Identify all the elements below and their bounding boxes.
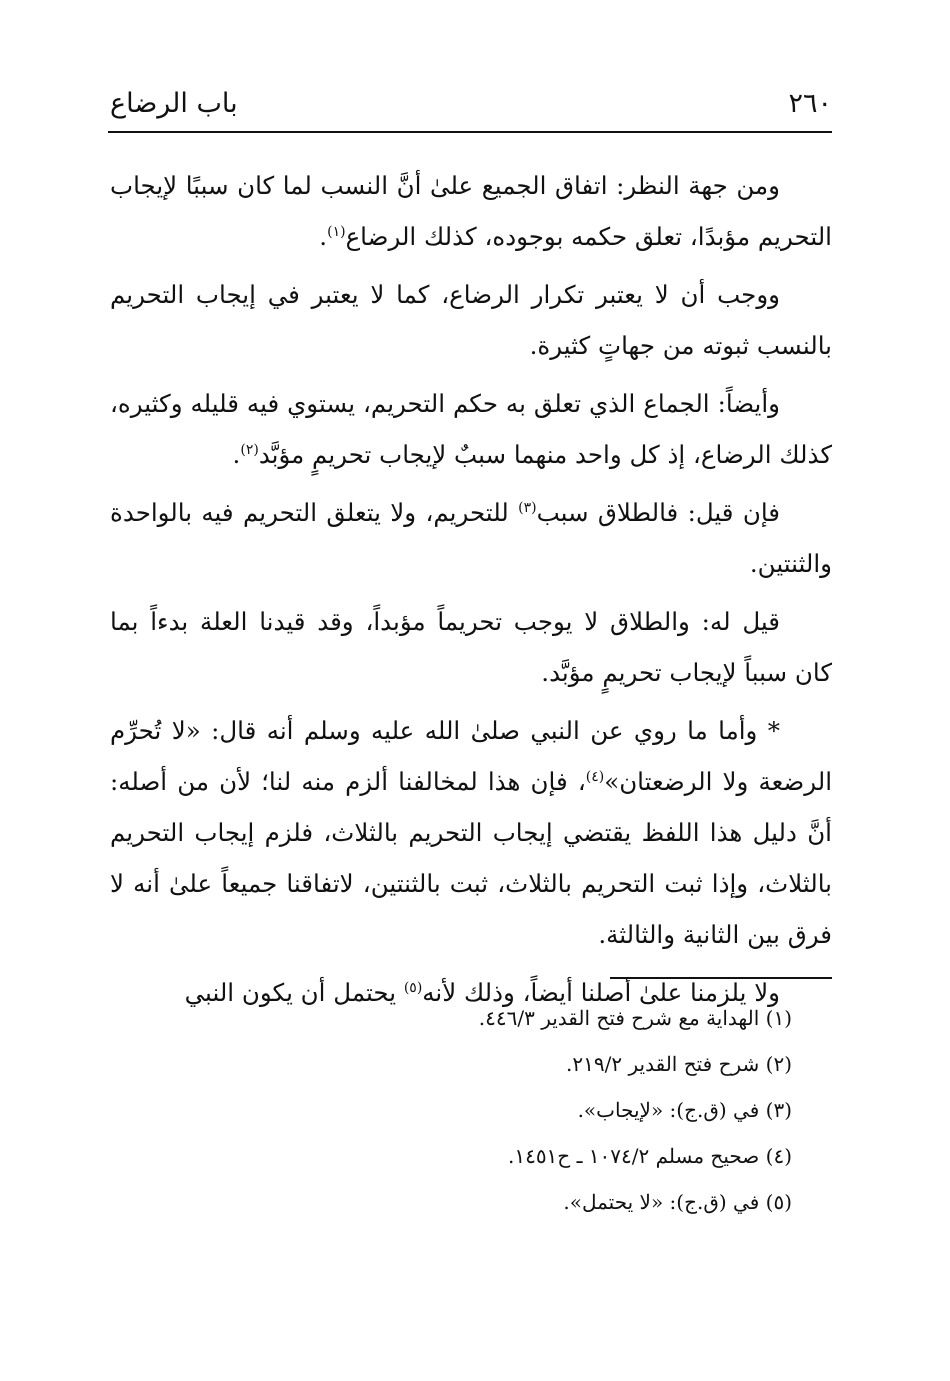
paragraph-2-text: ووجب أن لا يعتبر تكرار الرضاع، كما لا يعتبر في إيجاب التحريم بالنسب ثبوته من جهاتٍ كثيرة.	[110, 280, 832, 360]
page-number: ٢٦٠	[788, 88, 832, 119]
paragraph-1	[110, 160, 832, 262]
paragraph-3-end: .	[232, 440, 241, 469]
paragraph-4-text-a: فإن قيل: فالطلاق سبب	[536, 498, 780, 527]
paragraph-2	[110, 269, 832, 371]
paragraph-7-text-a: ولا يلزمنا علىٰ أصلنا أيضاً، وذلك لأنه	[422, 978, 780, 1007]
paragraph-7-text-b: يحتمل أن يكون النبي	[184, 978, 404, 1007]
footnote-2: (٢) شرح فتح القدير ٢١٩/٢.	[566, 1052, 792, 1076]
main-text	[110, 160, 832, 1025]
footnote-1: (١) الهداية مع شرح فتح القدير ٤٤٦/٣.	[478, 1006, 792, 1030]
chapter-title: باب الرضاع	[110, 88, 238, 119]
footnote-ref-5: (٥)	[403, 979, 423, 996]
paragraph-6	[110, 705, 832, 960]
footnote-ref-4: (٤)	[585, 768, 605, 785]
paragraph-6-text-b: ، فإن هذا لمخالفنا ألزم منه لنا؛ لأن من أصله: أنَّ دليل هذا اللفظ يقتضي إيجاب التحريم بالثلاث، فلزم إيجاب التحريم بالثلاث، وإذا ثبت التحريم بالثلاث، ثبت بالثنتين، لاتفاقنا جميعاً علىٰ أنه لا فرق بين الثانية والثالثة.	[110, 767, 832, 949]
footnote-5: (٥) في (ق.ج): «لا يحتمل».	[563, 1190, 792, 1214]
running-header	[108, 82, 832, 130]
footnotes	[330, 995, 792, 1225]
paragraph-1-text: ومن جهة النظر: اتفاق الجميع علىٰ أنَّ النسب لما كان سببًا لإيجاب التحريم مؤبدًا، تعلق حكمه بوجوده، كذلك الرضاع	[110, 171, 832, 251]
paragraph-4	[110, 487, 832, 589]
paragraph-1-end: .	[319, 222, 328, 251]
paragraph-4-text-b: للتحريم، ولا يتعلق التحريم فيه بالواحدة والثنتين.	[110, 498, 832, 578]
footnote-4: (٤) صحيح مسلم ١٠٧٤/٢ ـ ح١٤٥١.	[507, 1144, 792, 1168]
footnote-3: (٣) في (ق.ج): «لإيجاب».	[577, 1098, 792, 1122]
paragraph-6-text-a: * وأما ما روي عن النبي صلىٰ الله عليه وسلم أنه قال: «لا تُحرِّم الرضعة ولا الرضعتان»	[110, 716, 832, 796]
paragraph-5-text: قيل له: والطلاق لا يوجب تحريماً مؤبداً، وقد قيدنا العلة بدءاً بما كان سبباً لإيجاب تحريمٍ مؤبَّد.	[110, 607, 832, 687]
paragraph-3	[110, 378, 832, 480]
footnote-ref-3: (٣)	[518, 499, 537, 516]
paragraph-3-text: وأيضاً: الجماع الذي تعلق به حكم التحريم، يستوي فيه قليله وكثيره، كذلك الرضاع، إذ كل واحد منهما سببٌ لإيجاب تحريمٍ مؤبَّد	[110, 389, 832, 469]
header-rule	[108, 131, 832, 133]
footnote-separator	[610, 977, 832, 979]
footnote-ref-2: (٢)	[240, 441, 259, 458]
paragraph-5	[110, 596, 832, 698]
footnote-ref-1: (١)	[327, 223, 346, 240]
